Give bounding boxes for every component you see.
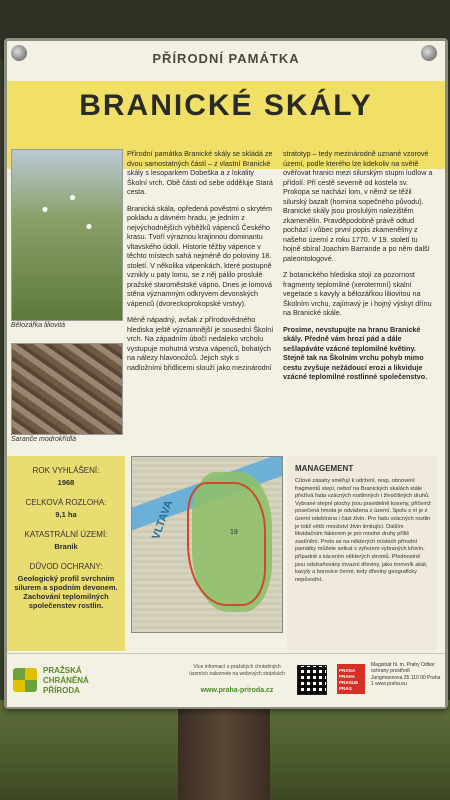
paragraph: Branická skála, opředená pověstmi o skrytém pokladu a dávném hradu, je jedním z nejvýchodnějších výběžků vápenců Českého krasu. Tvoří výraznou krajinnou dominantu vltavského údolí. Historie těžby vápence v těchto místech sahá nejméně do poloviny 18. století. V několika vápenkách, které postupně vznikly u paty lomu, se z něj pálilo proslulé pražské staroměstské vápno. Dnes je lomová stěna významným odkryvem devonských vápenců (dvoreckoprokopské vrstvy). bbox=[127, 203, 273, 308]
sign-kicker: PŘÍRODNÍ PAMÁTKA bbox=[152, 51, 300, 66]
prague-badge-text: PRAGA PRAHA PRAGUE PRAG bbox=[339, 668, 359, 691]
prague-logo-icon bbox=[337, 664, 365, 694]
river-label: VLTAVA bbox=[150, 498, 176, 542]
area-value: 9,1 ha bbox=[55, 510, 77, 519]
area-number: 19 bbox=[230, 529, 238, 536]
prazska-priroda-logo-icon bbox=[13, 668, 37, 692]
year-label: ROK VYHLÁŠENÍ: bbox=[32, 466, 100, 475]
plant-photo bbox=[11, 149, 123, 321]
logo-text: PRAŽSKÁ CHRÁNĚNÁ PŘÍRODA bbox=[43, 666, 89, 695]
paragraph: Méně nápadný, avšak z přírodovědného hlediska ještě významnější je sousední Školní vrch. Na západním úbočí nedaleko vrcholu vystupuje mohutná vrstva vápenců, bohatých na nálezy hlavonožců. Jejich styk s nadložními břidlicemi slouží jako mezinárodní bbox=[127, 315, 274, 372]
insect-photo bbox=[11, 343, 123, 435]
paragraph: Přírodní památka Branické skály se skládá ze dvou samostatných částí – z vlastní Branické skály s lesoparkem Dobeška a z lokality Školní vrch. Obě části od sebe odděluje Stará cesta. bbox=[127, 149, 273, 196]
cadastral-label: KATASTRÁLNÍ ÚZEMÍ: bbox=[24, 530, 108, 539]
area-label: CELKOVÁ ROZLOHA: bbox=[25, 498, 107, 507]
reason-value: Geologický profil svrchním silurem a spodním devonem. Zachování teplomilných společenstev rostlin. bbox=[14, 574, 118, 610]
text-column-1 bbox=[127, 149, 275, 379]
protected-area-outline bbox=[187, 482, 266, 606]
plant-caption: Bělozářka liliovitá bbox=[11, 322, 66, 329]
footer-url: www.praha-priroda.cz bbox=[200, 687, 274, 694]
management-text: Cílové zásahy směřují k udržení, resp. obnovení fragmentů stepí, neboť na Branických skalách stále přežívá řada vzácných rostlinných i živočišných druhů. Vybrané stepní plochy jsou pravidelně koseny, přičemž posečená hmota je odvážena z území. Spolu s ní je z území odebírána i část živin. Pro řadu vzácných rostlin je totiž větší množství živin limitující. Dalším likvidačním faktorem je pro mnohé druhy příliš zastínění. Proto se na některých místech přírodní památky můžete setkat s vyřezem vybraných křovin, případně s kácením některých stromů. Přednostně jsou odstraňovány invazní dřeviny, jako trnovník akát, kavyly a borovice černé, tedy dřeviny geograficky nepůvodní. bbox=[295, 478, 431, 583]
facts-box bbox=[7, 456, 125, 651]
year-value: 1968 bbox=[57, 478, 75, 487]
management-title: MANAGEMENT bbox=[295, 464, 354, 473]
management-box bbox=[287, 456, 437, 651]
office-address: Magistrát hl. m. Prahy Odbor ochrany prostředí Jungmannova 35 110 00 Praha 1 www.praha.eu bbox=[371, 662, 441, 688]
text-column-2 bbox=[283, 149, 435, 389]
sign-title: BRANICKÉ SKÁLY bbox=[79, 89, 373, 122]
wooden-post bbox=[178, 705, 270, 800]
insect-caption: Saranče modrokřídlá bbox=[11, 436, 76, 443]
reason-label: DŮVOD OCHRANY: bbox=[29, 562, 103, 571]
qr-code-icon bbox=[297, 665, 327, 695]
footer-note: Více informací o pražských chráněných územích naleznete na webových stránkách bbox=[189, 664, 285, 677]
paragraph: Z botanického hlediska stojí za pozornost fragmenty teplomilné (xerotermní) skalní vegetace s kavyly a bělozářkou liliovitou na Školním vrchu, zajímavý je i hojný výskyt dřínu na Branické skále. bbox=[283, 270, 432, 317]
paragraph: stratotyp – tedy mezinárodně uznané vzorové území, podle kterého lze kdekoliv na světě ověřovat hranici mezi silurským stupni ludlow a přídolí. Při cestě severně od kostela sv. Prokopa se nachází lom, v němž se těžil silurský bazalt (hornina sopečného původu). Branické skály jsou proslulým nalezištěm zkamenělin. Pravděpodobně právě odtud pochází i vůbec první popis zkameněliny z našeho území z roku 1770. V 19. století tu hojně sbíral Joachim Barrande a po něm další paleontologové. bbox=[283, 149, 433, 263]
cadastral-value: Braník bbox=[54, 542, 78, 551]
sign-footer bbox=[7, 653, 445, 707]
warning-paragraph: Prosíme, nevstupujte na hranu Branické skály. Předně vám hrozí pád a dále sešlapáváte vzácné teplomilné květiny. Stejně tak na Školním vrchu pohyb mimo cestu zvyšuje nežádoucí erozi a likviduje vzácné teplomilné rostlinné společenstvo. bbox=[283, 324, 428, 381]
area-map bbox=[131, 456, 283, 633]
information-sign bbox=[4, 38, 448, 709]
